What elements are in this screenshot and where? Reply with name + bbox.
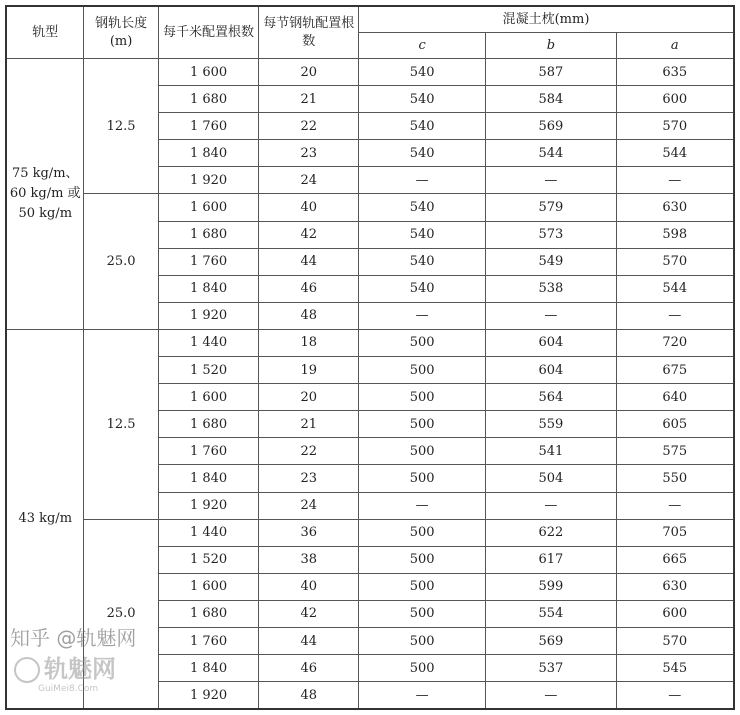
per-section-cell: 23 xyxy=(259,465,359,492)
per-km-cell: 1 600 xyxy=(158,59,259,86)
b-cell: 538 xyxy=(486,275,616,302)
a-cell: 570 xyxy=(616,248,734,275)
a-cell: 544 xyxy=(616,140,734,167)
b-cell: 604 xyxy=(486,357,616,384)
b-cell: — xyxy=(486,492,616,519)
c-cell: 540 xyxy=(359,140,486,167)
b-cell: 544 xyxy=(486,140,616,167)
b-cell: 579 xyxy=(486,194,616,221)
per-km-cell: 1 680 xyxy=(158,221,259,248)
per-section-cell: 18 xyxy=(259,329,359,356)
header-rail-type: 轨型 xyxy=(6,6,84,59)
c-cell: 540 xyxy=(359,221,486,248)
per-km-cell: 1 760 xyxy=(158,113,259,140)
per-km-cell: 1 600 xyxy=(158,573,259,600)
per-km-cell: 1 600 xyxy=(158,194,259,221)
per-section-cell: 20 xyxy=(259,59,359,86)
c-cell: 500 xyxy=(359,573,486,600)
a-cell: 640 xyxy=(616,384,734,411)
a-cell: 720 xyxy=(616,329,734,356)
table-row xyxy=(6,59,734,86)
per-km-cell: 1 920 xyxy=(158,682,259,710)
a-cell: 570 xyxy=(616,113,734,140)
header-rail-length: 钢轨长度(m) xyxy=(84,6,158,59)
header-per-km: 每千米配置根数 xyxy=(158,6,259,59)
per-km-cell: 1 680 xyxy=(158,86,259,113)
b-cell: — xyxy=(486,302,616,329)
a-cell: — xyxy=(616,167,734,194)
header-sleeper: 混凝土枕(mm) xyxy=(359,6,734,33)
per-km-cell: 1 440 xyxy=(158,329,259,356)
b-cell: — xyxy=(486,682,616,710)
per-section-cell: 36 xyxy=(259,519,359,546)
logo-text: 轨魅网 xyxy=(44,655,116,683)
per-km-cell: 1 840 xyxy=(158,275,259,302)
b-cell: 569 xyxy=(486,113,616,140)
per-section-cell: 40 xyxy=(259,573,359,600)
per-section-cell: 22 xyxy=(259,113,359,140)
c-cell: 500 xyxy=(359,465,486,492)
table-row xyxy=(6,194,734,221)
per-km-cell: 1 760 xyxy=(158,627,259,654)
header-a: a xyxy=(616,33,734,59)
table-row xyxy=(6,329,734,356)
c-cell: 540 xyxy=(359,59,486,86)
c-cell: 500 xyxy=(359,600,486,627)
header-b: b xyxy=(486,33,616,59)
b-cell: 599 xyxy=(486,573,616,600)
c-cell: 540 xyxy=(359,86,486,113)
a-cell: 600 xyxy=(616,86,734,113)
per-km-cell: 1 600 xyxy=(158,384,259,411)
c-cell: 500 xyxy=(359,357,486,384)
c-cell: 540 xyxy=(359,275,486,302)
per-km-cell: 1 840 xyxy=(158,655,259,682)
per-section-cell: 20 xyxy=(259,384,359,411)
a-cell: — xyxy=(616,302,734,329)
per-section-cell: 44 xyxy=(259,248,359,275)
zhihu-watermark: 知乎 @轨魅网 xyxy=(10,626,137,650)
c-cell: 500 xyxy=(359,546,486,573)
a-cell: 605 xyxy=(616,411,734,438)
c-cell: 500 xyxy=(359,411,486,438)
per-km-cell: 1 440 xyxy=(158,519,259,546)
rail-length-cell: 25.0 xyxy=(84,519,158,709)
per-section-cell: 24 xyxy=(259,167,359,194)
a-cell: 630 xyxy=(616,194,734,221)
b-cell: 549 xyxy=(486,248,616,275)
a-cell: 545 xyxy=(616,655,734,682)
per-section-cell: 42 xyxy=(259,221,359,248)
a-cell: 675 xyxy=(616,357,734,384)
a-cell: 570 xyxy=(616,627,734,654)
logo-subtext: GuiMei8.Com xyxy=(38,684,99,694)
per-km-cell: 1 520 xyxy=(158,546,259,573)
c-cell: — xyxy=(359,492,486,519)
per-section-cell: 44 xyxy=(259,627,359,654)
c-cell: 500 xyxy=(359,627,486,654)
b-cell: 584 xyxy=(486,86,616,113)
c-cell: — xyxy=(359,167,486,194)
b-cell: 541 xyxy=(486,438,616,465)
table-body xyxy=(6,59,734,710)
a-cell: 598 xyxy=(616,221,734,248)
b-cell: 554 xyxy=(486,600,616,627)
b-cell: 537 xyxy=(486,655,616,682)
c-cell: 540 xyxy=(359,113,486,140)
per-section-cell: 38 xyxy=(259,546,359,573)
per-section-cell: 42 xyxy=(259,600,359,627)
sleeper-config-table xyxy=(5,5,735,710)
per-section-cell: 46 xyxy=(259,655,359,682)
c-cell: 500 xyxy=(359,438,486,465)
per-km-cell: 1 920 xyxy=(158,167,259,194)
c-cell: 540 xyxy=(359,248,486,275)
rail-length-cell: 12.5 xyxy=(84,329,158,519)
a-cell: — xyxy=(616,682,734,710)
per-section-cell: 46 xyxy=(259,275,359,302)
per-section-cell: 23 xyxy=(259,140,359,167)
a-cell: 550 xyxy=(616,465,734,492)
a-cell: 630 xyxy=(616,573,734,600)
b-cell: 587 xyxy=(486,59,616,86)
per-section-cell: 48 xyxy=(259,682,359,710)
table-row xyxy=(6,519,734,546)
b-cell: 569 xyxy=(486,627,616,654)
per-section-cell: 24 xyxy=(259,492,359,519)
b-cell: — xyxy=(486,167,616,194)
per-section-cell: 19 xyxy=(259,357,359,384)
b-cell: 617 xyxy=(486,546,616,573)
a-cell: 600 xyxy=(616,600,734,627)
per-km-cell: 1 840 xyxy=(158,140,259,167)
c-cell: 500 xyxy=(359,655,486,682)
c-cell: — xyxy=(359,302,486,329)
a-cell: 635 xyxy=(616,59,734,86)
per-km-cell: 1 680 xyxy=(158,411,259,438)
per-section-cell: 21 xyxy=(259,411,359,438)
per-km-cell: 1 840 xyxy=(158,465,259,492)
per-section-cell: 21 xyxy=(259,86,359,113)
b-cell: 559 xyxy=(486,411,616,438)
c-cell: — xyxy=(359,682,486,710)
a-cell: 665 xyxy=(616,546,734,573)
per-section-cell: 40 xyxy=(259,194,359,221)
b-cell: 573 xyxy=(486,221,616,248)
a-cell: — xyxy=(616,492,734,519)
per-km-cell: 1 520 xyxy=(158,357,259,384)
per-km-cell: 1 680 xyxy=(158,600,259,627)
header-c: c xyxy=(359,33,486,59)
rail-type-cell: 43 kg/m xyxy=(6,329,84,709)
c-cell: 540 xyxy=(359,194,486,221)
per-section-cell: 48 xyxy=(259,302,359,329)
b-cell: 564 xyxy=(486,384,616,411)
a-cell: 705 xyxy=(616,519,734,546)
a-cell: 575 xyxy=(616,438,734,465)
a-cell: 544 xyxy=(616,275,734,302)
per-km-cell: 1 920 xyxy=(158,492,259,519)
c-cell: 500 xyxy=(359,384,486,411)
c-cell: 500 xyxy=(359,329,486,356)
rail-length-cell: 25.0 xyxy=(84,194,158,329)
per-km-cell: 1 920 xyxy=(158,302,259,329)
header-per-section: 每节钢轨配置根数 xyxy=(259,6,359,59)
c-cell: 500 xyxy=(359,519,486,546)
b-cell: 622 xyxy=(486,519,616,546)
rail-length-cell: 12.5 xyxy=(84,59,158,194)
per-km-cell: 1 760 xyxy=(158,438,259,465)
b-cell: 604 xyxy=(486,329,616,356)
per-section-cell: 22 xyxy=(259,438,359,465)
per-km-cell: 1 760 xyxy=(158,248,259,275)
rail-type-cell: 75 kg/m、60 kg/m 或 50 kg/m xyxy=(6,59,84,330)
b-cell: 504 xyxy=(486,465,616,492)
